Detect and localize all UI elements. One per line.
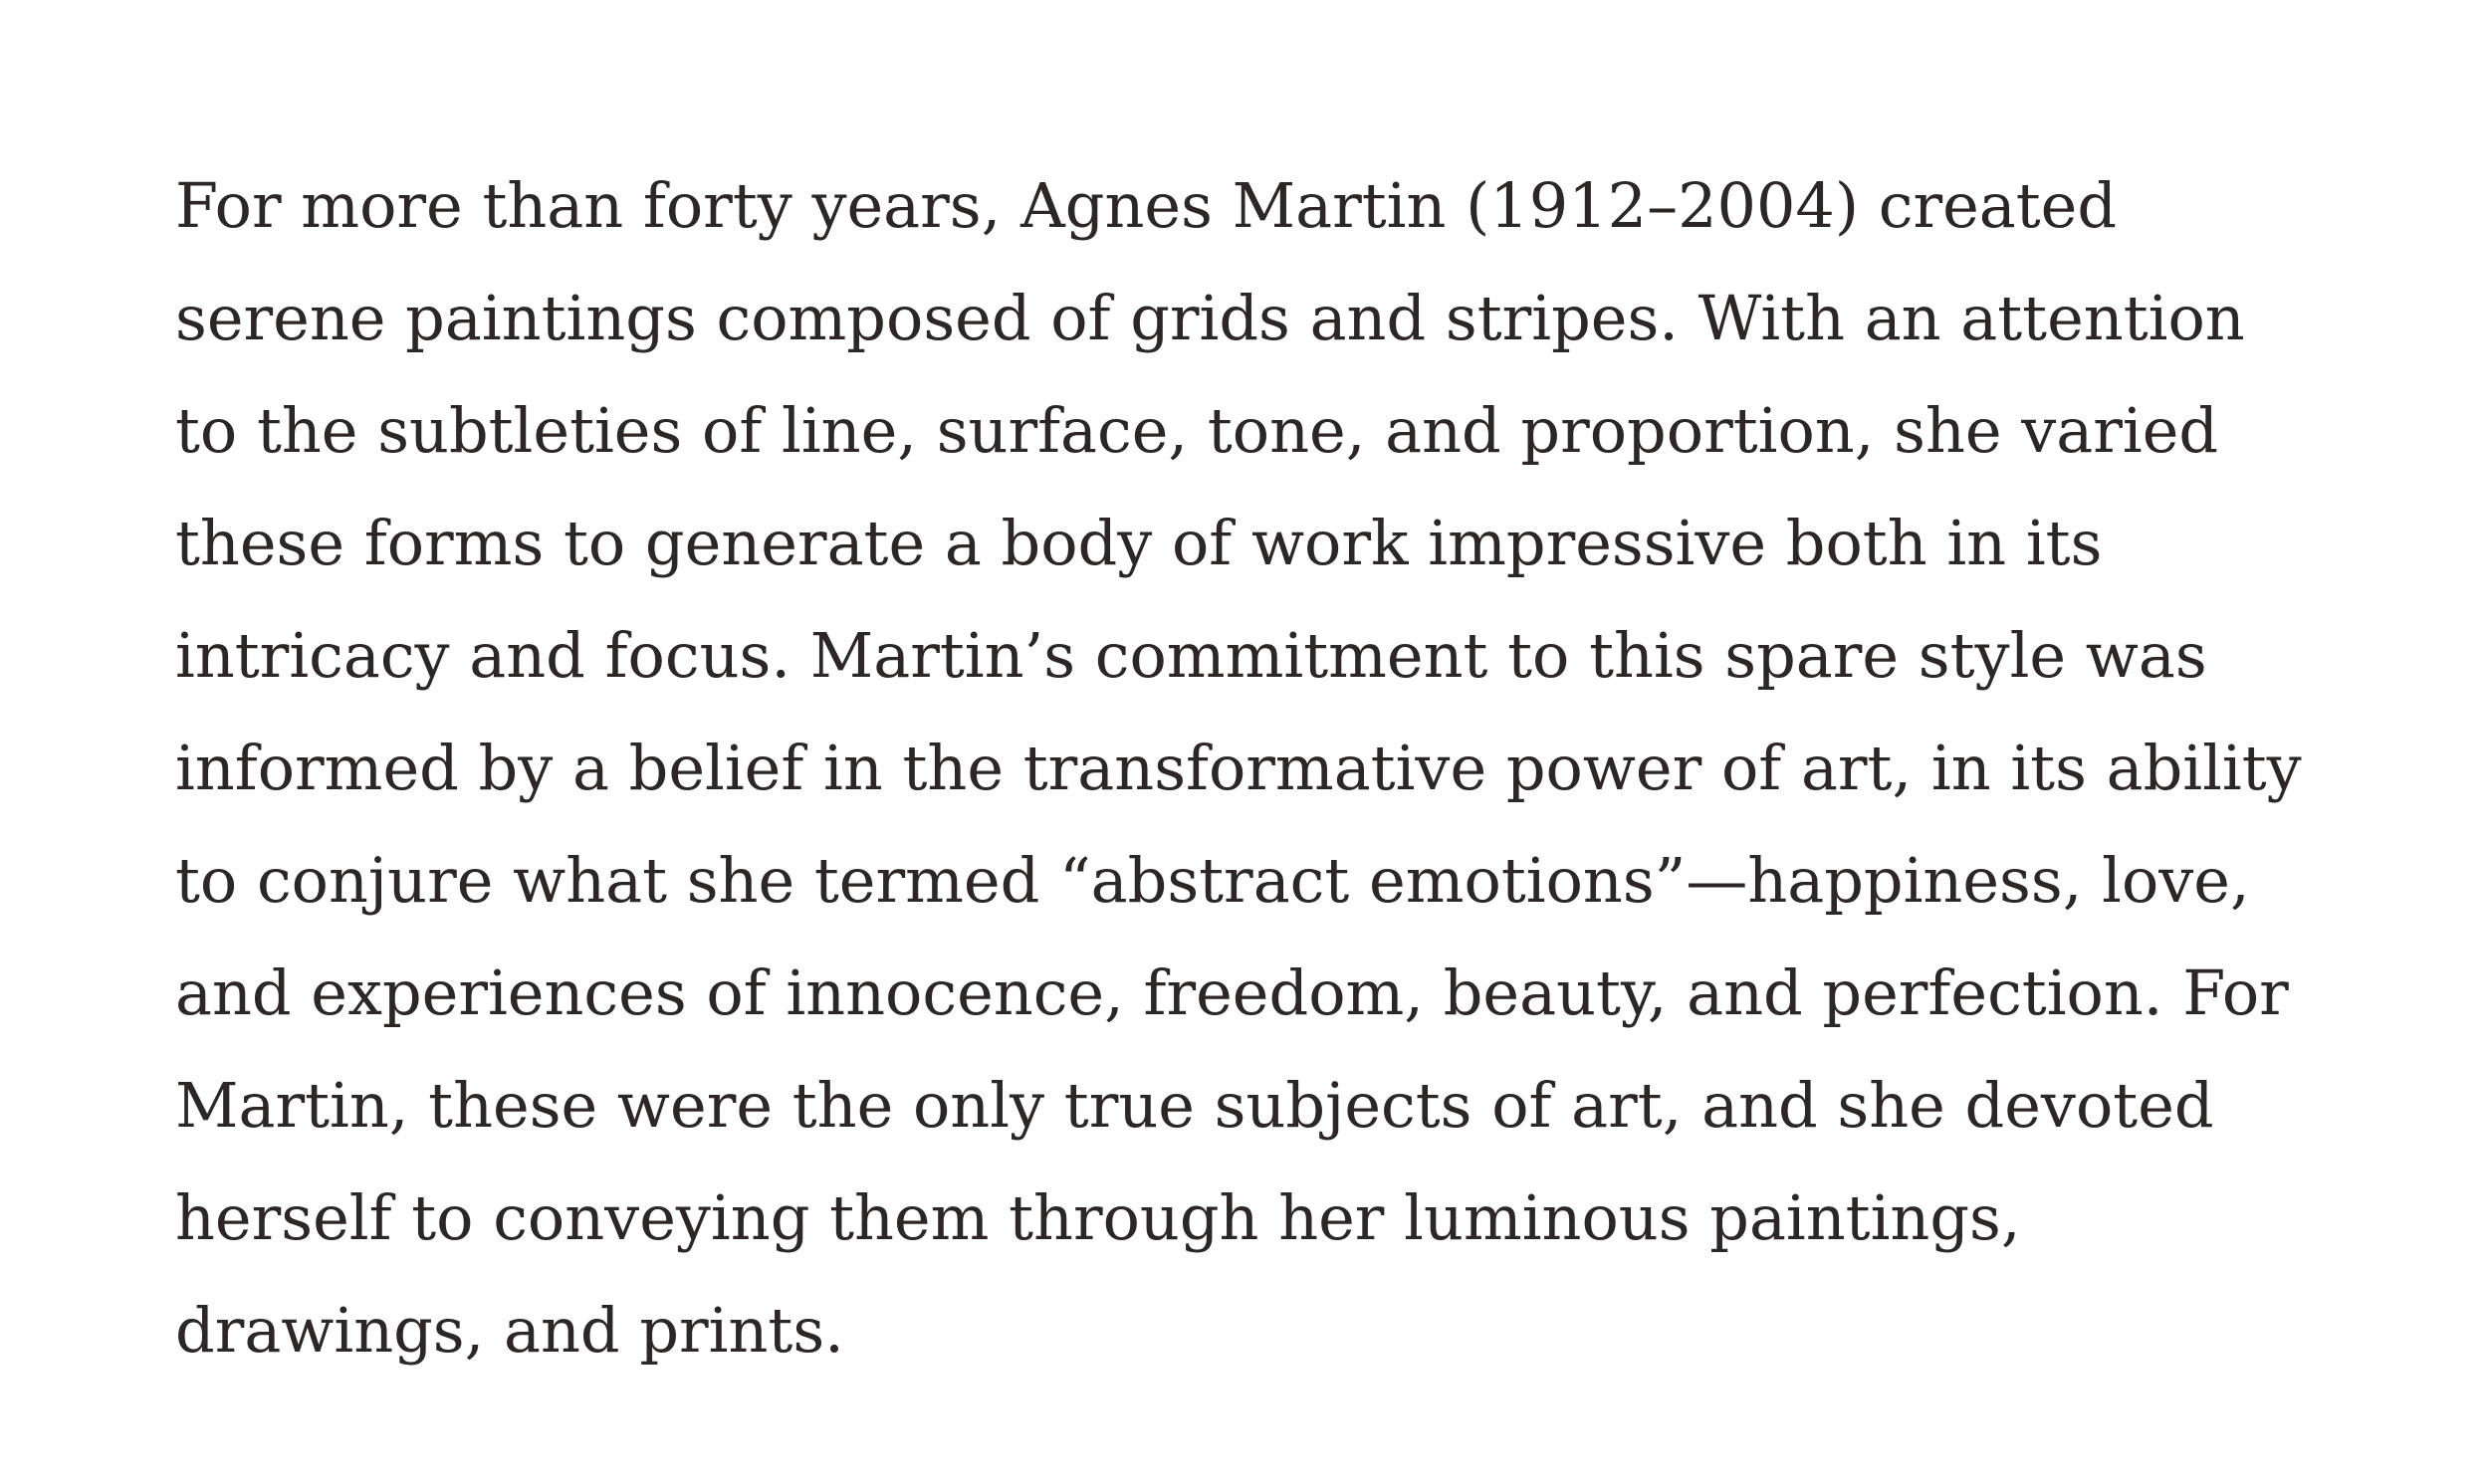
paragraph-line-8: and experiences of innocence, freedom, beauty, and perfection. For bbox=[175, 956, 2289, 1029]
body-paragraph bbox=[175, 149, 2465, 1386]
paragraph-line-2: serene paintings composed of grids and stripes. With an attention bbox=[175, 282, 2245, 354]
paragraph-line-4: these forms to generate a body of work impressive both in its bbox=[175, 507, 2103, 579]
paragraph-line-6: informed by a belief in the transformative power of art, in its ability bbox=[175, 732, 2302, 804]
paragraph-line-7: to conjure what she termed “abstract emotions”—happiness, love, bbox=[175, 844, 2250, 917]
paragraph-line-11: drawings, and prints. bbox=[175, 1294, 844, 1367]
paragraph-line-10: herself to conveying them through her luminous paintings, bbox=[175, 1181, 2021, 1254]
paragraph-line-3: to the subtleties of line, surface, tone, and proportion, she varied bbox=[175, 394, 2219, 467]
paragraph-line-9: Martin, these were the only true subjects of art, and she devoted bbox=[175, 1069, 2214, 1142]
paragraph-line-5: intricacy and focus. Martin’s commitment to this spare style was bbox=[175, 619, 2207, 692]
paragraph-line-1: For more than forty years, Agnes Martin (1912–2004) created bbox=[175, 169, 2118, 242]
